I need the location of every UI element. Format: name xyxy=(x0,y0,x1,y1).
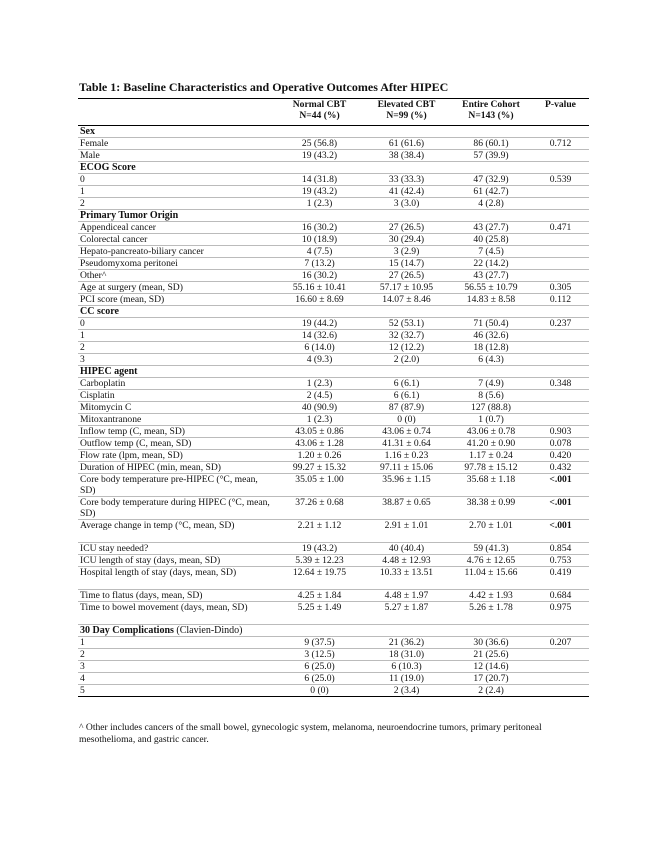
section-label-text: CC score xyxy=(80,306,119,317)
cell-p-value: 0.305 xyxy=(532,282,589,294)
cell-normal-cbt: 9 (37.5) xyxy=(276,637,363,649)
cell-entire-cohort: 7 (4.5) xyxy=(450,246,532,258)
cell-elevated-cbt: 6 (10.3) xyxy=(363,661,450,673)
cell-elevated-cbt: 4.48 ± 12.93 xyxy=(363,555,450,567)
cell-entire-cohort: 71 (50.4) xyxy=(450,318,532,330)
section-header-row xyxy=(78,366,589,378)
cell-p-value: 0.539 xyxy=(532,174,589,186)
cell-entire-cohort: 2 (2.4) xyxy=(450,685,532,697)
cell-p-value xyxy=(532,186,589,198)
row-label: 3 xyxy=(78,354,276,366)
table-row xyxy=(78,318,589,330)
cell-entire-cohort: 17 (20.7) xyxy=(450,673,532,685)
cell-normal-cbt: 25 (56.8) xyxy=(276,138,363,150)
cell-p-value xyxy=(532,150,589,162)
row-label: Hospital length of stay (days, mean, SD) xyxy=(78,567,276,590)
cell-elevated-cbt: 2.91 ± 1.01 xyxy=(363,520,450,543)
cell-p-value xyxy=(532,685,589,697)
row-label: ICU stay needed? xyxy=(78,543,276,555)
table-row xyxy=(78,414,589,426)
cell-elevated-cbt: 61 (61.6) xyxy=(363,138,450,150)
cell-entire-cohort: 40 (25.8) xyxy=(450,234,532,246)
table-row xyxy=(78,649,589,661)
row-label: 3 xyxy=(78,661,276,673)
cell-entire-cohort: 57 (39.9) xyxy=(450,150,532,162)
cell-normal-cbt: 6 (14.0) xyxy=(276,342,363,354)
table-row xyxy=(78,685,589,697)
row-label: Hepato-pancreato-biliary cancer xyxy=(78,246,276,258)
cell-elevated-cbt: 0 (0) xyxy=(363,414,450,426)
table-row xyxy=(78,198,589,210)
cell-elevated-cbt: 35.96 ± 1.15 xyxy=(363,474,450,497)
header-elevated-cbt xyxy=(363,99,450,126)
cell-p-value: 0.207 xyxy=(532,637,589,649)
cell-entire-cohort: 4 (2.8) xyxy=(450,198,532,210)
header-normal-cbt-label: Normal CBT xyxy=(292,99,347,110)
table-row xyxy=(78,378,589,390)
cell-entire-cohort: 97.78 ± 15.12 xyxy=(450,462,532,474)
row-label: Duration of HIPEC (min, mean, SD) xyxy=(78,462,276,474)
cell-elevated-cbt: 38 (38.4) xyxy=(363,150,450,162)
cell-normal-cbt: 99.27 ± 15.32 xyxy=(276,462,363,474)
cell-entire-cohort: 7 (4.9) xyxy=(450,378,532,390)
header-p-value xyxy=(532,99,589,126)
header-p-value-label: P-value xyxy=(545,99,576,110)
row-label: Core body temperature during HIPEC (°C, mean, SD) xyxy=(78,497,276,520)
cell-p-value xyxy=(532,198,589,210)
row-label: Other^ xyxy=(78,270,276,282)
cell-normal-cbt: 19 (43.2) xyxy=(276,150,363,162)
cell-elevated-cbt: 14.07 ± 8.46 xyxy=(363,294,450,306)
table-row xyxy=(78,150,589,162)
cell-elevated-cbt: 40 (40.4) xyxy=(363,543,450,555)
cell-elevated-cbt: 33 (33.3) xyxy=(363,174,450,186)
row-label: 1 xyxy=(78,637,276,649)
cell-normal-cbt: 2.21 ± 1.12 xyxy=(276,520,363,543)
cell-normal-cbt: 3 (12.5) xyxy=(276,649,363,661)
row-label: Inflow temp (C, mean, SD) xyxy=(78,426,276,438)
cell-p-value: 0.420 xyxy=(532,450,589,462)
table-row xyxy=(78,174,589,186)
cell-elevated-cbt: 32 (32.7) xyxy=(363,330,450,342)
cell-elevated-cbt: 6 (6.1) xyxy=(363,390,450,402)
table-row xyxy=(78,543,589,555)
cell-elevated-cbt: 41 (42.4) xyxy=(363,186,450,198)
cell-elevated-cbt: 3 (2.9) xyxy=(363,246,450,258)
cell-normal-cbt: 37.26 ± 0.68 xyxy=(276,497,363,520)
cell-normal-cbt: 16.60 ± 8.69 xyxy=(276,294,363,306)
cell-p-value: 0.753 xyxy=(532,555,589,567)
cell-p-value xyxy=(532,673,589,685)
table-row xyxy=(78,673,589,685)
cell-p-value: 0.078 xyxy=(532,438,589,450)
cell-elevated-cbt: 3 (3.0) xyxy=(363,198,450,210)
section-header-row xyxy=(78,210,589,222)
row-label: Male xyxy=(78,150,276,162)
cell-normal-cbt: 14 (32.6) xyxy=(276,330,363,342)
row-label: Carboplatin xyxy=(78,378,276,390)
cell-entire-cohort: 47 (32.9) xyxy=(450,174,532,186)
cell-p-value xyxy=(532,649,589,661)
row-label: PCI score (mean, SD) xyxy=(78,294,276,306)
table-row xyxy=(78,282,589,294)
cell-p-value: <.001 xyxy=(532,474,589,497)
section-label xyxy=(78,625,589,637)
table-row xyxy=(78,555,589,567)
table-row xyxy=(78,438,589,450)
cell-entire-cohort: 5.26 ± 1.78 xyxy=(450,602,532,625)
header-entire-cohort xyxy=(450,99,532,126)
cell-elevated-cbt: 87 (87.9) xyxy=(363,402,450,414)
cell-p-value: 0.432 xyxy=(532,462,589,474)
cell-elevated-cbt: 21 (36.2) xyxy=(363,637,450,649)
header-entire-cohort-label: Entire Cohort xyxy=(462,99,520,110)
section-header-row xyxy=(78,306,589,318)
cell-entire-cohort: 6 (4.3) xyxy=(450,354,532,366)
cell-normal-cbt: 1 (2.3) xyxy=(276,198,363,210)
section-label xyxy=(78,306,589,318)
section-label-text: Sex xyxy=(80,126,95,137)
row-label: Mitoxantranone xyxy=(78,414,276,426)
cell-entire-cohort: 43 (27.7) xyxy=(450,222,532,234)
cell-p-value xyxy=(532,661,589,673)
cell-p-value: 0.975 xyxy=(532,602,589,625)
cell-normal-cbt: 0 (0) xyxy=(276,685,363,697)
cell-entire-cohort: 38.38 ± 0.99 xyxy=(450,497,532,520)
cell-normal-cbt: 6 (25.0) xyxy=(276,673,363,685)
table-row xyxy=(78,186,589,198)
table-row xyxy=(78,294,589,306)
cell-normal-cbt: 43.06 ± 1.28 xyxy=(276,438,363,450)
cell-normal-cbt: 19 (43.2) xyxy=(276,186,363,198)
table-row xyxy=(78,661,589,673)
header-elevated-cbt-label: Elevated CBT xyxy=(377,99,436,110)
cell-elevated-cbt: 52 (53.1) xyxy=(363,318,450,330)
table-row xyxy=(78,462,589,474)
table-row xyxy=(78,497,589,520)
baseline-characteristics-table xyxy=(78,98,589,697)
cell-entire-cohort: 12 (14.6) xyxy=(450,661,532,673)
cell-p-value: 0.684 xyxy=(532,590,589,602)
row-label: Core body temperature pre-HIPEC (°C, mean, SD) xyxy=(78,474,276,497)
row-label: Cisplatin xyxy=(78,390,276,402)
row-label: Female xyxy=(78,138,276,150)
row-label: 5 xyxy=(78,685,276,697)
table-row xyxy=(78,342,589,354)
cell-p-value: 0.112 xyxy=(532,294,589,306)
cell-entire-cohort: 30 (36.6) xyxy=(450,637,532,649)
table-row xyxy=(78,270,589,282)
cell-p-value xyxy=(532,354,589,366)
row-label: 2 xyxy=(78,198,276,210)
cell-normal-cbt: 40 (90.9) xyxy=(276,402,363,414)
cell-entire-cohort: 21 (25.6) xyxy=(450,649,532,661)
cell-entire-cohort: 59 (41.3) xyxy=(450,543,532,555)
table-body xyxy=(78,126,589,697)
table-footnote: ^ Other includes cancers of the small bowel, gynecologic system, melanoma, neuroendocrine tumors, primary peritoneal mesothelioma, and gastric cancer. xyxy=(79,722,542,745)
section-label-text: 30 Day Complications xyxy=(80,625,174,636)
cell-normal-cbt: 43.05 ± 0.86 xyxy=(276,426,363,438)
cell-entire-cohort: 4.42 ± 1.93 xyxy=(450,590,532,602)
row-label: Age at surgery (mean, SD) xyxy=(78,282,276,294)
table-row xyxy=(78,246,589,258)
section-header-row xyxy=(78,126,589,138)
cell-entire-cohort: 8 (5.6) xyxy=(450,390,532,402)
row-label: 0 xyxy=(78,318,276,330)
header-normal-cbt-n: N=44 (%) xyxy=(299,110,340,121)
table-title: Table 1: Baseline Characteristics and Operative Outcomes After HIPEC xyxy=(79,80,449,94)
cell-elevated-cbt: 57.17 ± 10.95 xyxy=(363,282,450,294)
cell-normal-cbt: 16 (30.2) xyxy=(276,270,363,282)
section-header-row xyxy=(78,162,589,174)
cell-entire-cohort: 1.17 ± 0.24 xyxy=(450,450,532,462)
row-label: 1 xyxy=(78,186,276,198)
table-row xyxy=(78,258,589,270)
cell-p-value: 0.854 xyxy=(532,543,589,555)
row-label: Outflow temp (C, mean, SD) xyxy=(78,438,276,450)
row-label: 2 xyxy=(78,342,276,354)
cell-entire-cohort: 35.68 ± 1.18 xyxy=(450,474,532,497)
section-label-text: ECOG Score xyxy=(80,162,136,173)
cell-normal-cbt: 6 (25.0) xyxy=(276,661,363,673)
cell-p-value: 0.712 xyxy=(532,138,589,150)
table-row xyxy=(78,520,589,543)
cell-elevated-cbt: 1.16 ± 0.23 xyxy=(363,450,450,462)
table-row xyxy=(78,450,589,462)
table-header-row xyxy=(78,99,589,126)
table-row xyxy=(78,234,589,246)
cell-normal-cbt: 19 (43.2) xyxy=(276,543,363,555)
table-row xyxy=(78,138,589,150)
cell-entire-cohort: 1 (0.7) xyxy=(450,414,532,426)
cell-elevated-cbt: 43.06 ± 0.74 xyxy=(363,426,450,438)
table-row xyxy=(78,222,589,234)
cell-entire-cohort: 14.83 ± 8.58 xyxy=(450,294,532,306)
cell-normal-cbt: 1.20 ± 0.26 xyxy=(276,450,363,462)
table-row xyxy=(78,590,589,602)
row-label: 0 xyxy=(78,174,276,186)
cell-elevated-cbt: 15 (14.7) xyxy=(363,258,450,270)
cell-p-value xyxy=(532,258,589,270)
cell-entire-cohort: 43 (27.7) xyxy=(450,270,532,282)
table-row xyxy=(78,567,589,590)
cell-elevated-cbt: 2 (2.0) xyxy=(363,354,450,366)
header-entire-cohort-n: N=143 (%) xyxy=(468,110,514,121)
cell-normal-cbt: 5.25 ± 1.49 xyxy=(276,602,363,625)
row-label: Colorectal cancer xyxy=(78,234,276,246)
cell-normal-cbt: 4 (7.5) xyxy=(276,246,363,258)
cell-p-value xyxy=(532,246,589,258)
cell-entire-cohort: 86 (60.1) xyxy=(450,138,532,150)
cell-entire-cohort: 127 (88.8) xyxy=(450,402,532,414)
cell-elevated-cbt: 2 (3.4) xyxy=(363,685,450,697)
cell-p-value xyxy=(532,330,589,342)
cell-p-value: 0.237 xyxy=(532,318,589,330)
cell-p-value: 0.348 xyxy=(532,378,589,390)
cell-elevated-cbt: 11 (19.0) xyxy=(363,673,450,685)
cell-p-value xyxy=(532,414,589,426)
table-row xyxy=(78,637,589,649)
cell-normal-cbt: 1 (2.3) xyxy=(276,378,363,390)
cell-p-value xyxy=(532,390,589,402)
row-label: 2 xyxy=(78,649,276,661)
cell-entire-cohort: 46 (32.6) xyxy=(450,330,532,342)
cell-elevated-cbt: 10.33 ± 13.51 xyxy=(363,567,450,590)
cell-elevated-cbt: 97.11 ± 15.06 xyxy=(363,462,450,474)
table-row xyxy=(78,426,589,438)
cell-p-value xyxy=(532,270,589,282)
cell-elevated-cbt: 12 (12.2) xyxy=(363,342,450,354)
table-row xyxy=(78,390,589,402)
cell-entire-cohort: 56.55 ± 10.79 xyxy=(450,282,532,294)
table-row xyxy=(78,474,589,497)
row-label: Average change in temp (°C, mean, SD) xyxy=(78,520,276,543)
section-label-text: HIPEC agent xyxy=(80,366,138,377)
cell-elevated-cbt: 27 (26.5) xyxy=(363,222,450,234)
cell-normal-cbt: 16 (30.2) xyxy=(276,222,363,234)
cell-p-value: 0.419 xyxy=(532,567,589,590)
cell-normal-cbt: 4 (9.3) xyxy=(276,354,363,366)
row-label: Appendiceal cancer xyxy=(78,222,276,234)
cell-normal-cbt: 12.64 ± 19.75 xyxy=(276,567,363,590)
cell-elevated-cbt: 6 (6.1) xyxy=(363,378,450,390)
cell-elevated-cbt: 18 (31.0) xyxy=(363,649,450,661)
cell-entire-cohort: 43.06 ± 0.78 xyxy=(450,426,532,438)
cell-normal-cbt: 7 (13.2) xyxy=(276,258,363,270)
row-label: ICU length of stay (days, mean, SD) xyxy=(78,555,276,567)
row-label: Time to flatus (days, mean, SD) xyxy=(78,590,276,602)
cell-p-value xyxy=(532,234,589,246)
table-row xyxy=(78,330,589,342)
section-header-row xyxy=(78,625,589,637)
section-label xyxy=(78,126,589,138)
cell-normal-cbt: 10 (18.9) xyxy=(276,234,363,246)
cell-normal-cbt: 4.25 ± 1.84 xyxy=(276,590,363,602)
cell-entire-cohort: 22 (14.2) xyxy=(450,258,532,270)
row-label: Flow rate (lpm, mean, SD) xyxy=(78,450,276,462)
cell-p-value: 0.903 xyxy=(532,426,589,438)
cell-entire-cohort: 18 (12.8) xyxy=(450,342,532,354)
cell-normal-cbt: 2 (4.5) xyxy=(276,390,363,402)
section-label-extra: (Clavien-Dindo) xyxy=(173,625,243,636)
cell-elevated-cbt: 5.27 ± 1.87 xyxy=(363,602,450,625)
cell-normal-cbt: 19 (44.2) xyxy=(276,318,363,330)
row-label: Mitomycin C xyxy=(78,402,276,414)
row-label: Pseudomyxoma peritonei xyxy=(78,258,276,270)
cell-elevated-cbt: 41.31 ± 0.64 xyxy=(363,438,450,450)
cell-normal-cbt: 1 (2.3) xyxy=(276,414,363,426)
cell-entire-cohort: 11.04 ± 15.66 xyxy=(450,567,532,590)
cell-elevated-cbt: 30 (29.4) xyxy=(363,234,450,246)
cell-entire-cohort: 2.70 ± 1.01 xyxy=(450,520,532,543)
cell-normal-cbt: 55.16 ± 10.41 xyxy=(276,282,363,294)
cell-p-value xyxy=(532,402,589,414)
row-label: 4 xyxy=(78,673,276,685)
table-row xyxy=(78,402,589,414)
cell-normal-cbt: 35.05 ± 1.00 xyxy=(276,474,363,497)
row-label: Time to bowel movement (days, mean, SD) xyxy=(78,602,276,625)
cell-normal-cbt: 5.39 ± 12.23 xyxy=(276,555,363,567)
cell-elevated-cbt: 4.48 ± 1.97 xyxy=(363,590,450,602)
cell-p-value: 0.471 xyxy=(532,222,589,234)
cell-p-value: <.001 xyxy=(532,497,589,520)
cell-entire-cohort: 41.20 ± 0.90 xyxy=(450,438,532,450)
cell-p-value: <.001 xyxy=(532,520,589,543)
cell-p-value xyxy=(532,342,589,354)
section-label xyxy=(78,366,589,378)
section-label xyxy=(78,210,589,222)
row-label: 1 xyxy=(78,330,276,342)
table-row xyxy=(78,354,589,366)
section-label-text: Primary Tumor Origin xyxy=(80,210,179,221)
cell-elevated-cbt: 27 (26.5) xyxy=(363,270,450,282)
header-normal-cbt xyxy=(276,99,363,126)
cell-entire-cohort: 4.76 ± 12.65 xyxy=(450,555,532,567)
cell-elevated-cbt: 38.87 ± 0.65 xyxy=(363,497,450,520)
section-label xyxy=(78,162,589,174)
header-elevated-cbt-n: N=99 (%) xyxy=(386,110,427,121)
cell-entire-cohort: 61 (42.7) xyxy=(450,186,532,198)
header-characteristic xyxy=(78,99,276,126)
cell-normal-cbt: 14 (31.8) xyxy=(276,174,363,186)
table-row xyxy=(78,602,589,625)
